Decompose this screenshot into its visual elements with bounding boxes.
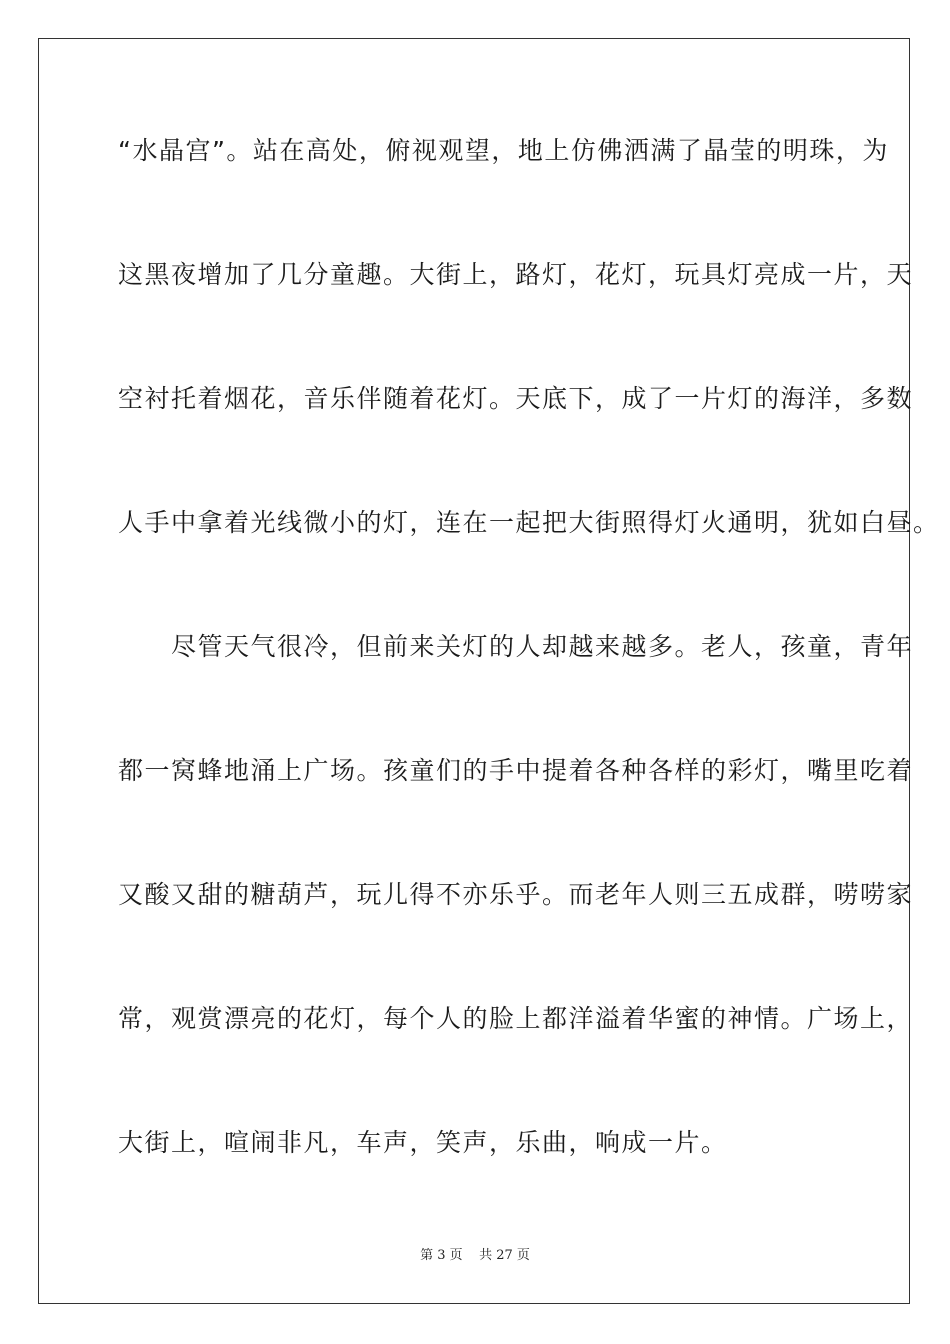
- paragraph-line-7: 又酸又甜的糖葫芦，玩儿得不亦乐乎。而老年人则三五成群，唠唠家: [118, 880, 914, 909]
- paragraph-line-1: “水晶宫”。站在高处，俯视观望，地上仿佛洒满了晶莹的明珠，为: [118, 136, 889, 165]
- paragraph-line-5: 尽管天气很冷，但前来关灯的人却越来越多。老人，孩童，青年: [118, 632, 914, 661]
- paragraph-line-9: 大街上，喧闹非凡，车声，笑声，乐曲，响成一片。: [118, 1128, 728, 1157]
- paragraph-line-3: 空衬托着烟花，音乐伴随着花灯。天底下，成了一片灯的海洋，多数: [118, 384, 914, 413]
- paragraph-line-6: 都一窝蜂地涌上广场。孩童们的手中提着各种各样的彩灯，嘴里吃着: [118, 756, 914, 785]
- page-number-footer: 第 3 页 共 27 页: [420, 1248, 530, 1263]
- paragraph-line-4: 人手中拿着光线微小的灯，连在一起把大街照得灯火通明，犹如白昼。: [118, 508, 940, 537]
- paragraph-line-8: 常，观赏漂亮的花灯，每个人的脸上都洋溢着华蜜的神情。广场上，: [118, 1004, 914, 1033]
- paragraph-line-2: 这黑夜增加了几分童趣。大街上，路灯，花灯，玩具灯亮成一片，天: [118, 260, 914, 289]
- page-border: [38, 38, 910, 1304]
